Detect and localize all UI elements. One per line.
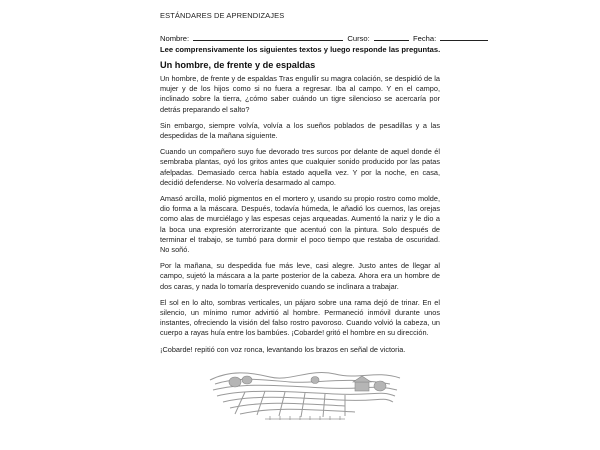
course-label: Curso: <box>347 34 370 43</box>
story-body <box>160 74 440 361</box>
story-paragraph: Un hombre, de frente y de espaldas Tras engullir su magra colación, se despidió de la mujer y de los hijos como si no fuera a regresar. Iba al campo. Y en el campo, inclinado sobre la tierra, ¿cómo saber cuándo un tigre silencioso se acercaría por detrás preparando el salto? <box>160 74 440 114</box>
name-label: Nombre: <box>160 34 190 43</box>
story-paragraph: Sin embargo, siempre volvía, volvía a los sueños poblados de pesadillas y a las despedidas de la mañana siguiente. <box>160 120 440 141</box>
course-field[interactable] <box>374 33 409 41</box>
story-paragraph: Amasó arcilla, molió pigmentos en el mortero y, usando su propio rostro como molde, dio forma a la máscara. Después, todavía húmeda, le añadió los cuernos, las orejas como alas de murciélago y las espesas cejas arqueadas. Aumentó la nariz y le dio a la boca una expresión aterrorizante que acentuó con la pintura. Solo después de terminar el trabajo, se tumbó para dormir el poco tiempo que restaba de oscuridad. No soñó. <box>160 194 440 255</box>
student-info-line <box>160 33 490 43</box>
instructions: Lee comprensivamente los siguientes textos y luego responde las preguntas. <box>160 45 441 54</box>
story-paragraph: El sol en lo alto, sombras verticales, un pájaro sobre una rama dejó de trinar. En el silencio, un mínimo rumor advirtió al hombre. Permaneció inmóvil durante unos instantes, ofreciendo la visión del falso rostro pavoroso. Cuando volvió la cabeza, un cuerpo a rayas huía entre los bambúes. ¡Cobarde! gritó el hombre en su dirección. <box>160 297 440 338</box>
date-field[interactable] <box>440 33 488 41</box>
story-title: Un hombre, de frente y de espaldas <box>160 60 316 70</box>
landscape-fields-illustration <box>205 362 405 422</box>
story-paragraph: Cuando un compañero suyo fue devorado tres surcos por delante de aquel donde él sembraba plantas, oyó los gritos antes que cualquier sonido producido por las patas afelpadas. Demasiado cerca había estado aquella vez. Y por la noche, en casa, decidió defenderse. No volvería desarmado al campo. <box>160 147 440 187</box>
story-paragraph: ¡Cobarde! repitió con voz ronca, levantando los brazos en señal de victoria. <box>160 344 406 354</box>
header-label: ESTÁNDARES DE APRENDIZAJES <box>160 11 285 20</box>
date-label: Fecha: <box>413 34 437 43</box>
name-field[interactable] <box>193 33 343 41</box>
story-paragraph: Por la mañana, su despedida fue más leve, casi alegre. Justo antes de llegar al campo, sujetó la máscara a la parte posterior de la cabeza. Ahora era un hombre de dos caras, y nada lo tomaría desprevenido cuando se inclinara a trabajar. <box>160 261 440 291</box>
